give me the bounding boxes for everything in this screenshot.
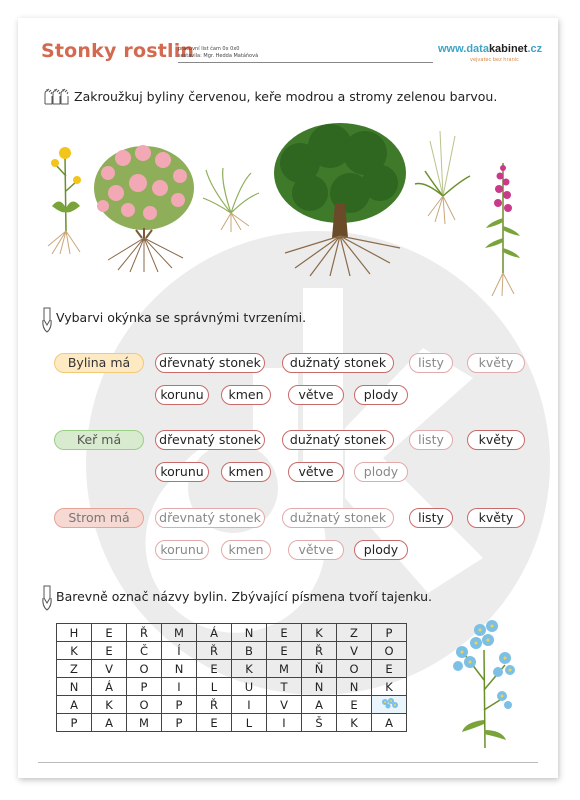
grid-cell[interactable]: T — [267, 678, 302, 696]
grid-cell[interactable]: Ň — [302, 660, 337, 678]
grid-cell[interactable]: Í — [162, 642, 197, 660]
chip-bylina-kvety[interactable]: květy — [467, 353, 525, 373]
chip-bylina-duznaty[interactable]: dužnatý stonek — [282, 353, 394, 373]
chip-strom-vetve[interactable]: větve — [288, 540, 344, 560]
chip-ker-drevnaty[interactable]: dřevnatý stonek — [155, 430, 265, 450]
table-row — [57, 624, 407, 642]
grid-cell[interactable]: Ř — [302, 642, 337, 660]
grid-cell[interactable]: I — [232, 696, 267, 714]
chip-bylina-kmen[interactable]: kmen — [221, 385, 271, 405]
header-meta-line1: pracovní list čam 0x 0x0 — [178, 46, 240, 52]
site-prefix: www.data — [438, 43, 489, 55]
grid-cell[interactable]: E — [92, 642, 127, 660]
grid-cell[interactable]: O — [337, 660, 372, 678]
grid-cell[interactable]: O — [372, 642, 407, 660]
grid-cell[interactable]: N — [337, 678, 372, 696]
grid-cell[interactable]: E — [337, 696, 372, 714]
grid-cell[interactable]: E — [267, 624, 302, 642]
task3-instruction: Barevně označ názvy bylin. Zbývající písmena tvoří tajenku. — [56, 589, 432, 604]
grid-cell[interactable]: M — [267, 660, 302, 678]
yellow-flower-plant-icon[interactable] — [40, 136, 90, 256]
header-divider — [178, 62, 433, 63]
chip-strom-kmen[interactable]: kmen — [221, 540, 271, 560]
grid-cell[interactable]: N — [232, 624, 267, 642]
grid-cell[interactable]: P — [127, 678, 162, 696]
header-meta-line2: sestavila: Mgr. Hedda Matáňová — [178, 53, 259, 59]
site-logo[interactable] — [438, 43, 542, 55]
forget-me-not-icon — [376, 696, 402, 710]
forget-me-not-plant-icon — [450, 610, 520, 750]
chip-ker-listy[interactable]: listy — [409, 430, 453, 450]
label-bylina: Bylina má — [54, 353, 144, 373]
grid-cell[interactable]: Ř — [127, 624, 162, 642]
grid-cell[interactable]: M — [127, 714, 162, 732]
grid-cell[interactable]: A — [302, 696, 337, 714]
task1-instruction: Zakroužkuj byliny červenou, keře modrou a stromy zelenou barvou. — [74, 89, 498, 104]
footer-divider — [38, 762, 538, 763]
grid-cell[interactable]: Ř — [197, 642, 232, 660]
chip-bylina-drevnaty[interactable]: dřevnatý stonek — [155, 353, 265, 373]
green-tree-icon[interactable] — [270, 118, 410, 278]
chip-strom-plody[interactable]: plody — [354, 540, 408, 560]
grid-cell[interactable]: Z — [57, 660, 92, 678]
pencil-hand-icon — [40, 306, 56, 334]
grid-cell[interactable]: Š — [302, 714, 337, 732]
grid-cell[interactable]: A — [372, 714, 407, 732]
chip-strom-listy[interactable]: listy — [409, 508, 453, 528]
grid-cell[interactable]: P — [162, 714, 197, 732]
grid-cell[interactable]: L — [232, 714, 267, 732]
pink-flowering-shrub-icon[interactable] — [88, 138, 200, 273]
grid-cell[interactable]: Č — [127, 642, 162, 660]
worksheet-page — [18, 18, 558, 778]
grid-cell[interactable]: E — [197, 660, 232, 678]
chip-bylina-listy[interactable]: listy — [409, 353, 453, 373]
grid-cell[interactable]: K — [57, 642, 92, 660]
table-row — [57, 642, 407, 660]
fireweed-plant-icon[interactable] — [480, 158, 525, 298]
header-meta — [178, 46, 258, 60]
page-title: Stonky rostlin — [41, 40, 195, 62]
grid-cell[interactable]: V — [267, 696, 302, 714]
grid-cell[interactable]: Á — [197, 624, 232, 642]
grid-cell[interactable]: A — [57, 696, 92, 714]
grid-cell[interactable]: Z — [337, 624, 372, 642]
grass-plant-icon[interactable] — [201, 168, 261, 233]
grid-cell[interactable]: E — [197, 714, 232, 732]
chip-ker-kmen[interactable]: kmen — [221, 462, 271, 482]
grid-cell[interactable]: K — [302, 624, 337, 642]
grass-flower-plant-icon[interactable] — [410, 126, 475, 226]
grid-cell[interactable]: P — [372, 624, 407, 642]
chip-ker-duznaty[interactable]: dužnatý stonek — [282, 430, 394, 450]
grid-cell-flower — [372, 696, 407, 714]
grid-cell[interactable]: O — [127, 660, 162, 678]
grid-cell[interactable]: E — [372, 660, 407, 678]
site-tagline: vejvatec bez hranic — [470, 57, 519, 63]
table-row — [57, 678, 407, 696]
chip-bylina-plody[interactable]: plody — [354, 385, 408, 405]
grid-cell[interactable]: I — [267, 714, 302, 732]
pencil-hand-icon-2 — [40, 584, 56, 612]
grid-cell[interactable]: K — [232, 660, 267, 678]
chip-strom-drevnaty[interactable]: dřevnatý stonek — [155, 508, 265, 528]
grid-cell[interactable]: E — [267, 642, 302, 660]
grid-cell[interactable]: N — [302, 678, 337, 696]
grid-cell[interactable]: Ř — [197, 696, 232, 714]
grid-cell[interactable]: V — [337, 642, 372, 660]
grid-cell[interactable]: I — [162, 678, 197, 696]
table-row — [57, 660, 407, 678]
chip-strom-kvety[interactable]: květy — [467, 508, 525, 528]
grid-cell[interactable]: O — [127, 696, 162, 714]
table-row — [57, 714, 407, 732]
grid-cell[interactable]: H — [57, 624, 92, 642]
grid-cell[interactable]: B — [232, 642, 267, 660]
grid-cell[interactable]: V — [92, 660, 127, 678]
grid-cell[interactable]: N — [57, 678, 92, 696]
grid-cell[interactable]: A — [92, 714, 127, 732]
grid-cell[interactable]: N — [162, 660, 197, 678]
chip-ker-kvety[interactable]: květy — [467, 430, 525, 450]
grid-cell[interactable]: K — [92, 696, 127, 714]
chip-bylina-vetve[interactable]: větve — [288, 385, 344, 405]
grid-cell[interactable]: M — [162, 624, 197, 642]
grid-cell[interactable]: K — [337, 714, 372, 732]
three-hands-icon — [42, 86, 72, 108]
chip-ker-plody[interactable]: plody — [354, 462, 408, 482]
grid-cell[interactable]: P — [57, 714, 92, 732]
grid-cell[interactable]: E — [92, 624, 127, 642]
label-ker: Keř má — [54, 430, 144, 450]
word-search-grid — [56, 623, 407, 732]
grid-cell[interactable]: P — [162, 696, 197, 714]
chip-strom-duznaty[interactable]: dužnatý stonek — [282, 508, 394, 528]
grid-cell[interactable]: U — [232, 678, 267, 696]
grid-cell[interactable]: Á — [92, 678, 127, 696]
table-row — [57, 696, 407, 714]
chip-strom-korunu[interactable]: korunu — [155, 540, 209, 560]
label-strom: Strom má — [54, 508, 144, 528]
task2-instruction: Vybarvi okýnka se správnými tvrzeními. — [56, 310, 307, 325]
grid-cell[interactable]: K — [372, 678, 407, 696]
site-bold: kabinet — [488, 43, 528, 55]
chip-bylina-korunu[interactable]: korunu — [155, 385, 209, 405]
chip-ker-vetve[interactable]: větve — [288, 462, 344, 482]
chip-ker-korunu[interactable]: korunu — [155, 462, 209, 482]
grid-cell[interactable]: L — [197, 678, 232, 696]
site-suffix: .cz — [527, 43, 543, 55]
